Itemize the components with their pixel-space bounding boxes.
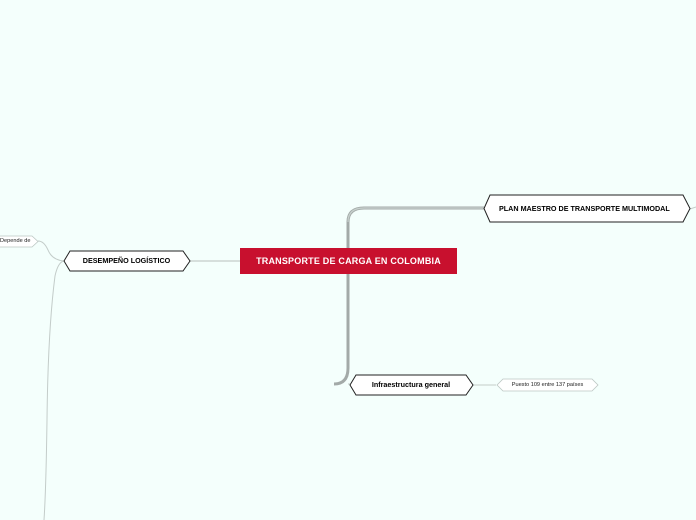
- connector-desempeno-to-depende: [38, 241, 64, 261]
- connector-central-to-infraestructura: [334, 274, 348, 384]
- connector-central-to-plan: [348, 208, 484, 248]
- topic-plan-label: PLAN MAESTRO DE TRANSPORTE MULTIMODAL: [499, 203, 670, 213]
- connector-plan-offscreen: [690, 207, 696, 209]
- subtopic-puesto-label: Puesto 109 entre 137 países: [511, 381, 584, 388]
- connector-desempeno-downward: [44, 261, 64, 520]
- subtopic-depende-label: Depende de: [0, 238, 31, 245]
- topic-infraestructura-label: Infraestructura general: [371, 379, 451, 389]
- topic-desempeno-label: DESEMPEÑO LOGÍSTICO: [82, 255, 171, 265]
- central-topic-label: TRANSPORTE DE CARGA EN COLOMBIA: [256, 255, 441, 266]
